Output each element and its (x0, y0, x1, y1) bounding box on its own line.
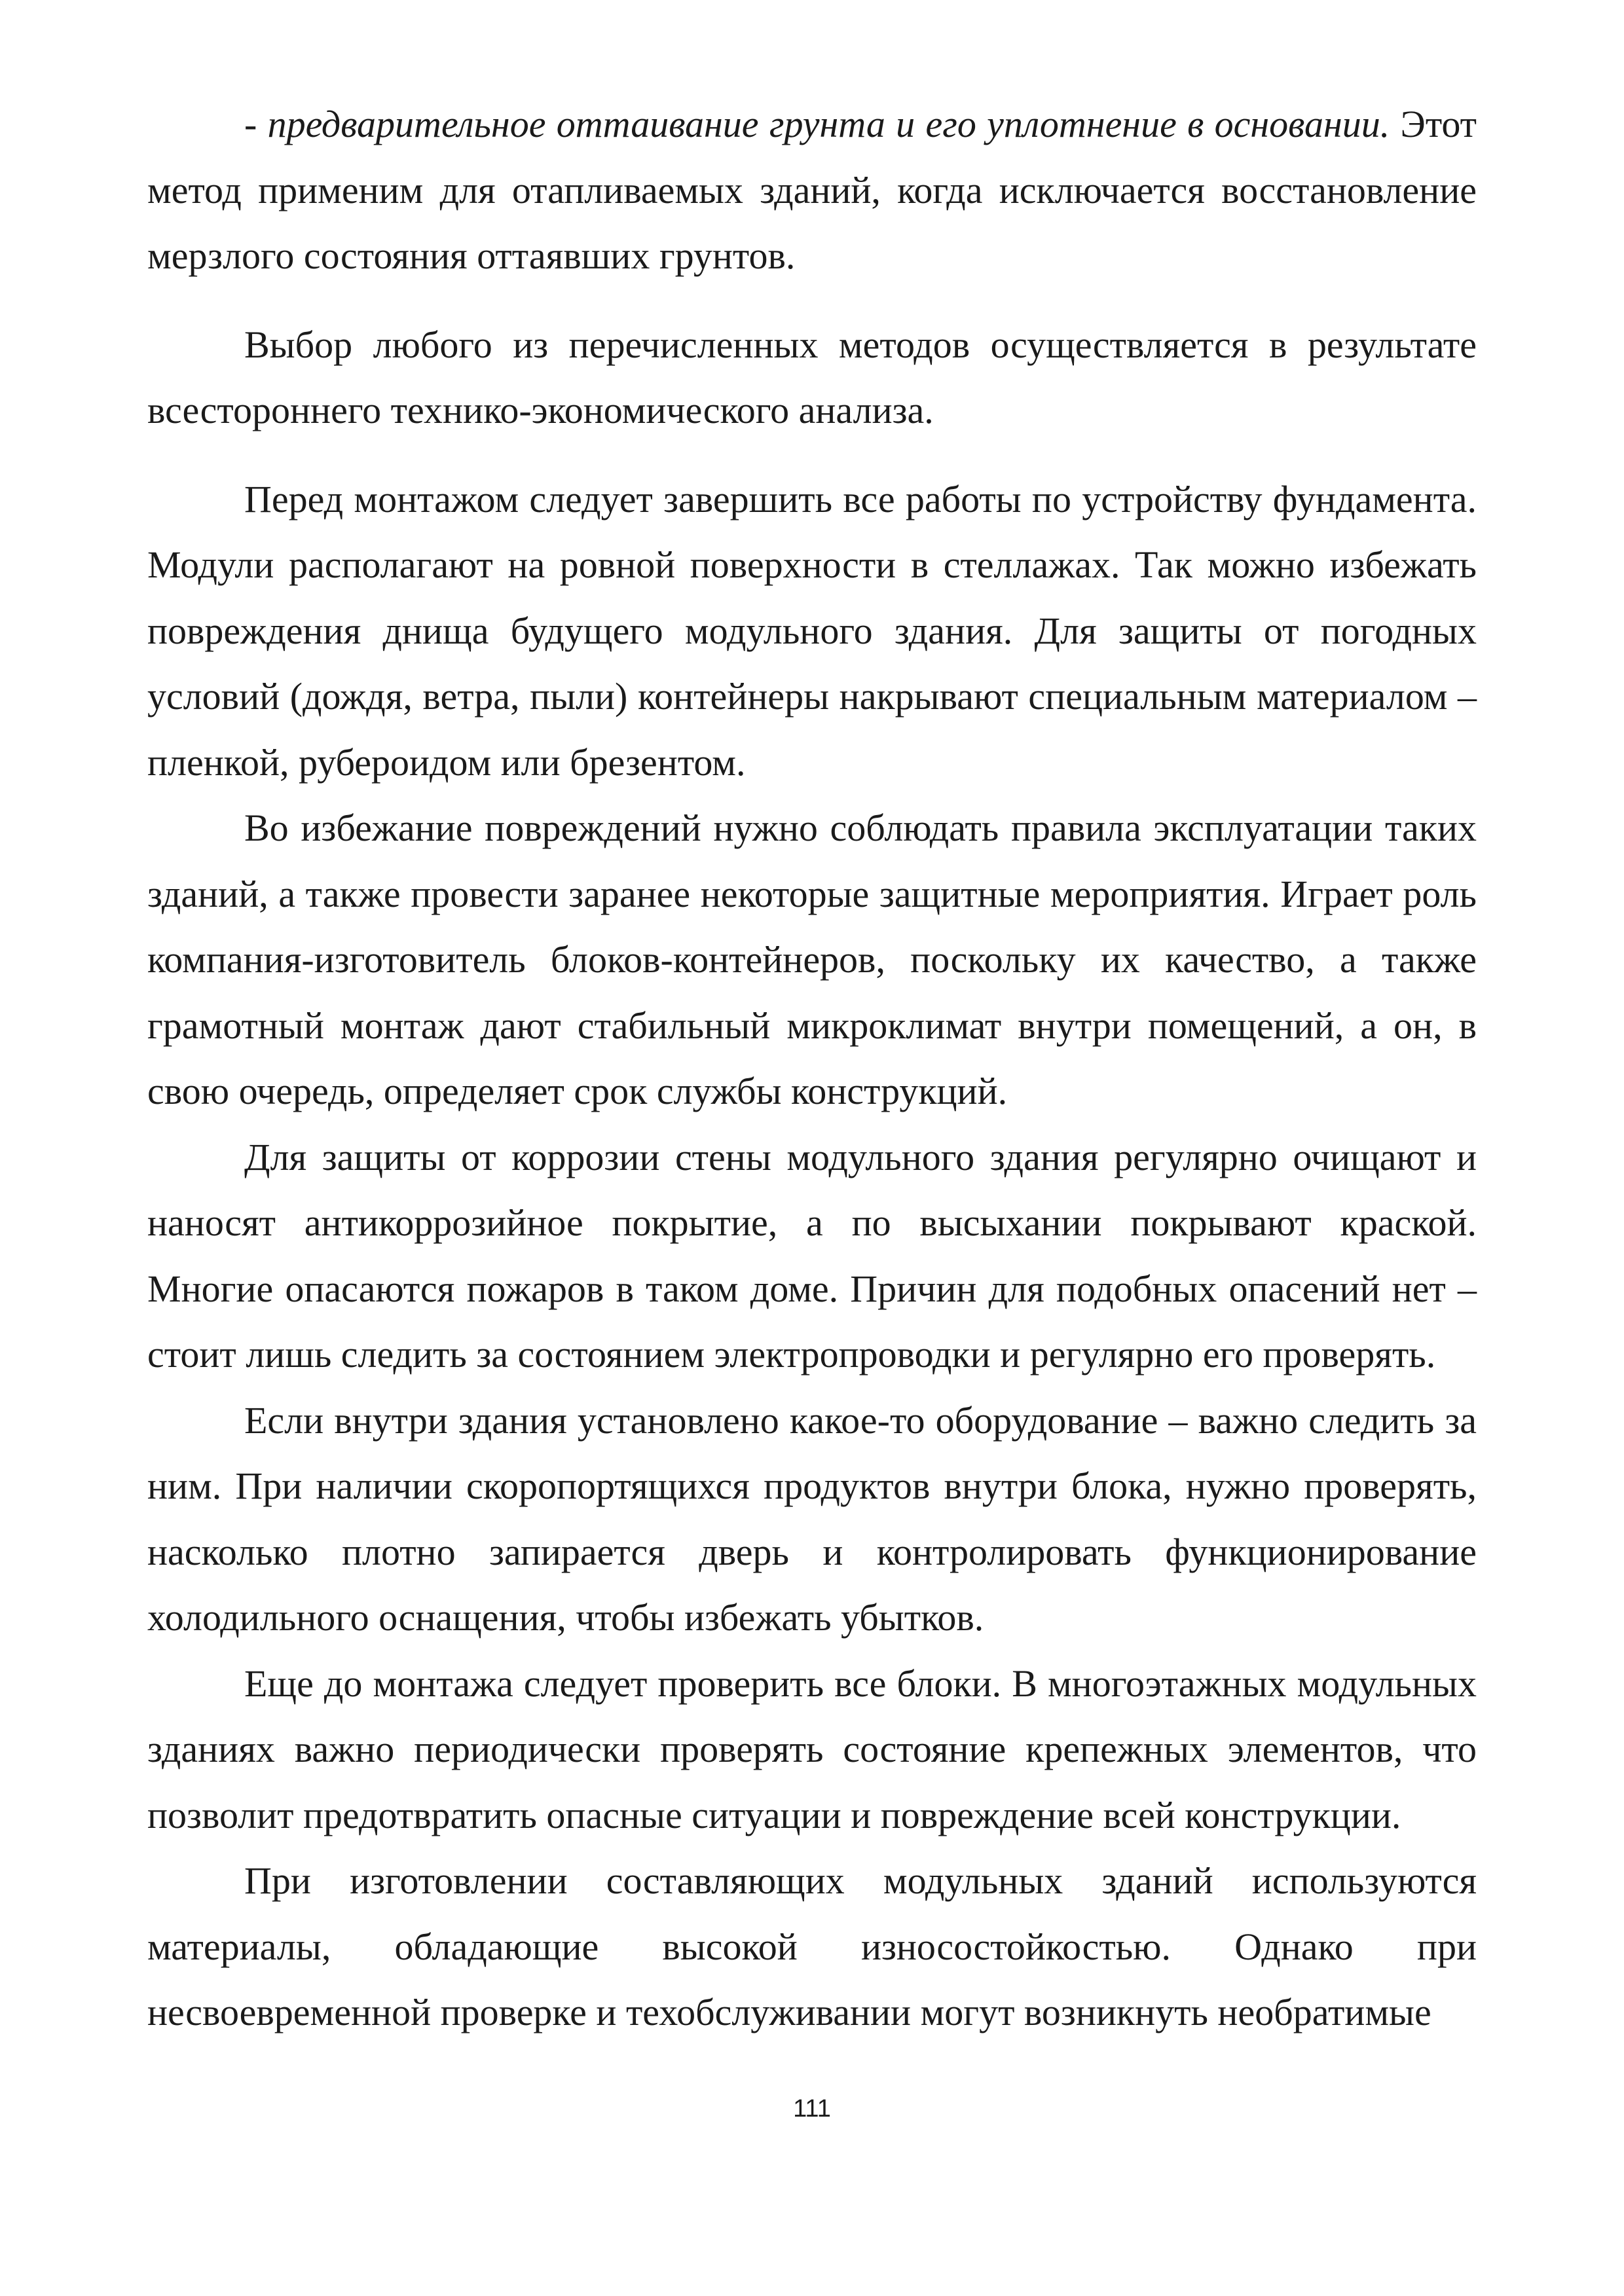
paragraph-method-choice: Выбор любого из перечисленных методов осуществляется в результате всестороннего технико-экономического анализа. (147, 323, 1477, 431)
paragraph-before-installation: Перед монтажом следует завершить все работы по устройству фундамента. Модули располагают на ровной поверхности в стеллажах. Так можно избежать повреждения днища будущего модульного здания. Для защиты от погодных условий (дождя, ветра, пыли) контейнеры накрывают специальным материалом – пленкой, рубероидом или брезентом. (147, 477, 1477, 784)
paragraph-equipment-monitoring: Если внутри здания установлено какое-то оборудование – важно следить за ним. При наличии скоропортящихся продуктов внутри блока, нужно проверять, насколько плотно запирается дверь и контролировать функционирование холодильного оснащения, чтобы избежать убытков. (147, 1398, 1477, 1639)
paragraph-thawing-method (147, 92, 1477, 289)
paragraph-block-inspection: Еще до монтажа следует проверить все блоки. В многоэтажных модульных зданиях важно периодически проверять состояние крепежных элементов, что позволит предотвратить опасные ситуации и повреждение всей конструкции. (147, 1662, 1477, 1836)
paragraph-damage-prevention: Во избежание повреждений нужно соблюдать правила эксплуатации таких зданий, а также провести заранее некоторые защитные мероприятия. Играет роль компания-изготовитель блоков-контейнеров, поскольку их качество, а также грамотный монтаж дают стабильный микроклимат внутри помещений, а он, в свою очередь, определяет срок службы конструкций. (147, 807, 1477, 1112)
document-page (147, 92, 1477, 2046)
paragraph-corrosion-protection: Для защиты от коррозии стены модульного здания регулярно очищают и наносят антикоррозийное покрытие, а по высыхании покрывают краской. Многие опасаются пожаров в таком доме. Причин для подобных опасений нет – стоит лишь следить за состоянием электропроводки и регулярно его проверять. (147, 1135, 1477, 1376)
page-number: 111 (793, 2095, 831, 2123)
paragraph-lead-italic: - предварительное оттаивание грунта и его уплотнение в основании. (244, 103, 1390, 145)
paragraph-materials: При изготовлении составляющих модульных зданий используются материалы, обладающие высокой износостойкостью. Однако при несвоевременной проверке и техобслуживании могут возникнуть необратимые (147, 1859, 1477, 2033)
paragraph-text: Этот метод применим для отапливаемых зданий, когда исключается восстановление мерзлого состояния оттаявших грунтов. (147, 103, 1477, 277)
